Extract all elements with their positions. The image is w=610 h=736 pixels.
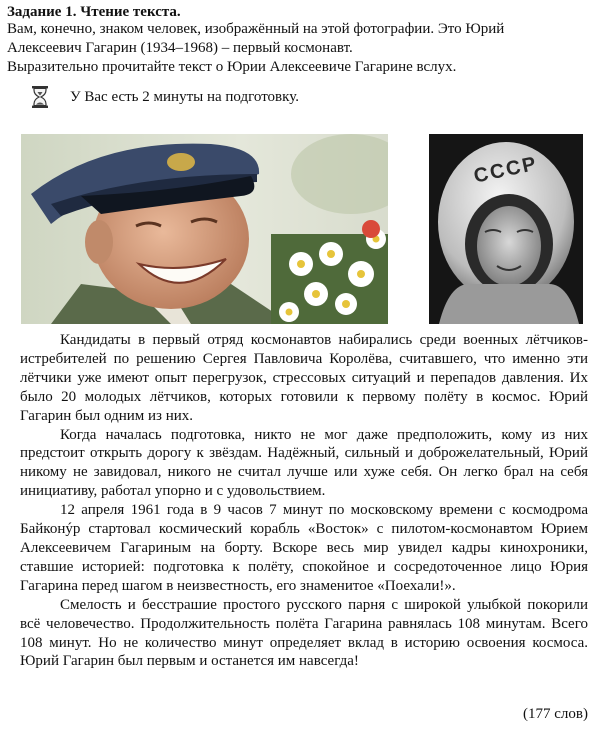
paragraph: Когда началась подготовка, никто не мог даже предположить, кому из них предстоит открыть дорогу к звёздам. Надёжный, сильный и доброжелательный, Юрий никому не завидовал, никого не считал лучше или хуже себя. Он легко брал на себя инициативу, работал упорно и с удовольствием. [20,426,588,500]
intro-line: Алексеевич Гагарин (1934–1968) – первый космонавт. [7,40,353,56]
hourglass-icon [30,85,50,109]
reading-text [20,331,588,671]
paragraph: 12 апреля 1961 года в 9 часов 7 минут по московскому времени с космодрома Байконýр стартовал космический корабль «Восток» с пилотом-космонавтом Юрием Алексеевичем Гагариным на борту. Вскоре весь мир увидел кадры кинохроники, ставшие историей: подготовка к полёту, спокойное и сосредоточенное лицо Юрия Гагарина перед шагом в неизвестность, его знаменитое «Поехали!». [20,502,588,594]
helmet-lettering: СССР [471,152,540,188]
paragraph: Смелость и бесстрашие простого русского парня с широкой улыбкой покорили всё человечество. Продолжительность полёта Гагарина равнялась 108 минутам. Всего 108 минут. Но не количество минут определяет вклад в историю освоения космоса. Юрий Гагарин был первым и останется им навсегда! [20,596,588,670]
task-title: Задание 1. Чтение текста. [7,4,181,20]
timer-text: У Вас есть 2 минуты на подготовку. [70,88,299,105]
timer-note [30,84,299,110]
task-intro [7,20,607,77]
word-count: (177 слов) [523,706,588,722]
paragraph: Кандидаты в первый отряд космонавтов набирались среди военных лётчиков-истребителей по решению Сергея Павловича Королёва, считавшего, что именно эти лётчики уже имеют опыт перегрузок, стрессовых ситуаций и перепадов давления. Их было 20 молодых лётчиков, которых готовили к первому полёту в космос. Юрий Гагарин был одним из них. [20,332,588,424]
intro-line: Выразительно прочитайте текст о Юрии Алексеевиче Гагарине вслух. [7,59,457,75]
intro-line: Вам, конечно, знаком человек, изображённый на этой фотографии. Это Юрий [7,21,505,37]
cosmonaut-helmet-photo [429,134,583,324]
smiling-pilot-photo [21,134,388,324]
